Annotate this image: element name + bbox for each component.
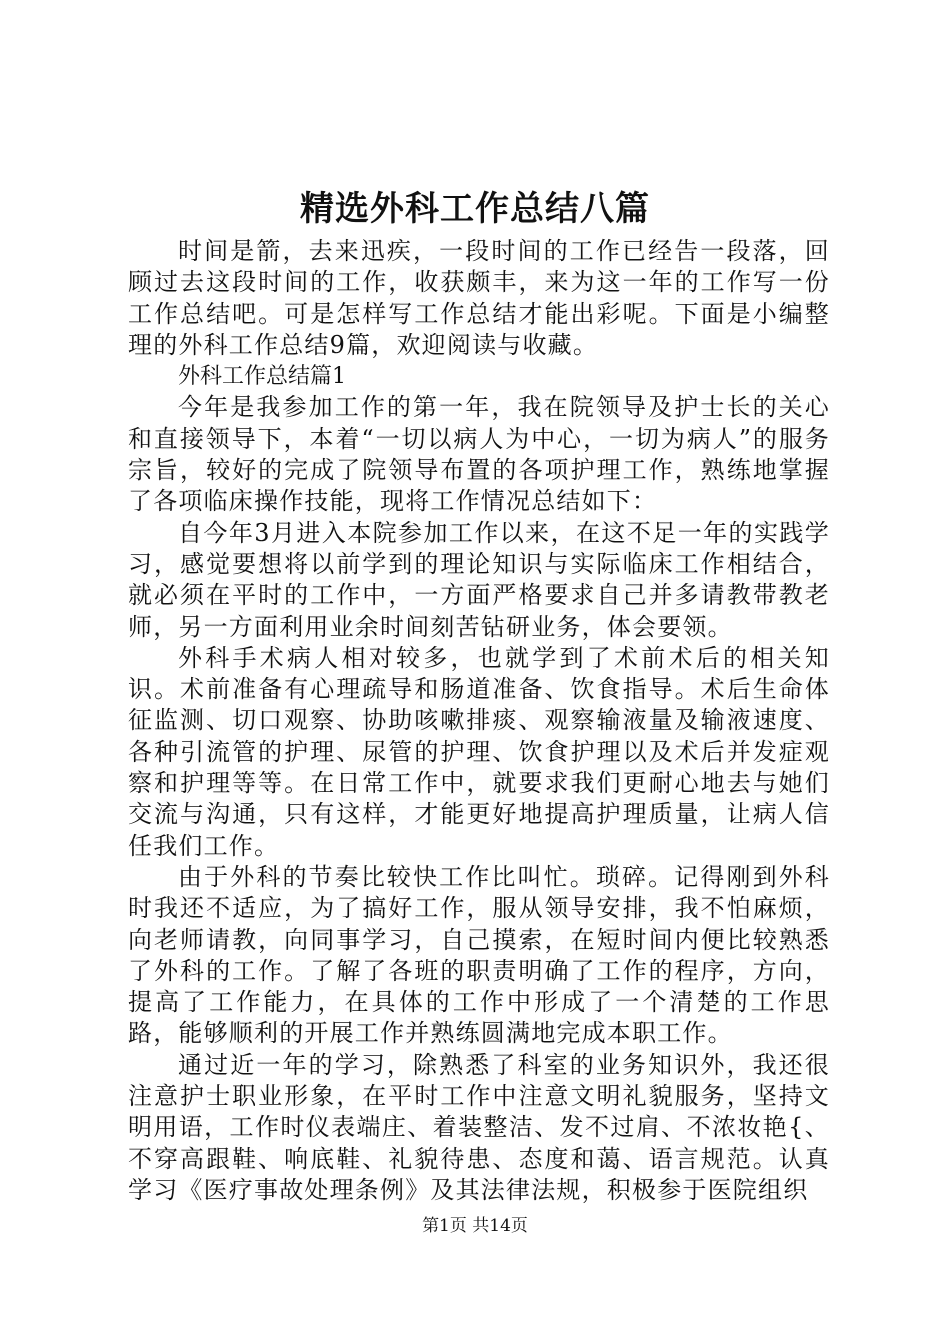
body-paragraph-5: 通过近一年的学习，除熟悉了科室的业务知识外，我还很注意护士职业形象，在平时工作中注意文明礼貌服务，坚持文明用语，工作时仪表端庄、着装整洁、发不过肩、不浓妆艳{、不穿高跟鞋、响底鞋、礼貌待患、态度和蔼、语言规范。认真学习《医疗事故处理条例》及其法律法规，积极参于医院组织 bbox=[128, 1050, 830, 1204]
body-paragraph-3: 外科手术病人相对较多，也就学到了术前术后的相关知识。术前准备有心理疏导和肠道准备、饮食指导。术后生命体征监测、切口观察、协助咳嗽排痰、观察输液量及输液速度、各种引流管的护理、尿管的护理、饮食护理以及术后并发症观察和护理等等。在日常工作中，就要求我们更耐心地去与她们交流与沟通，只有这样，才能更好地提高护理质量，让病人信任我们工作。 bbox=[128, 643, 830, 860]
intro-paragraph: 时间是箭，去来迅疾，一段时间的工作已经告一段落，回顾过去这段时间的工作，收获颇丰，来为这一年的工作写一份工作总结吧。可是怎样写工作总结才能出彩呢。下面是小编整理的外科工作总结9篇，欢迎阅读与收藏。 bbox=[128, 237, 830, 359]
document-title: 精选外科工作总结八篇 bbox=[300, 189, 650, 229]
body-paragraph-2: 自今年3月进入本院参加工作以来，在这不足一年的实践学习，感觉要想将以前学到的理论知识与实际临床工作相结合，就必须在平时的工作中，一方面严格要求自己并多请教带教老师，另一方面利用业余时间刻苦钻研业务，体会要领。 bbox=[128, 518, 830, 641]
document-body bbox=[128, 236, 830, 1206]
section-heading: 外科工作总结篇1 bbox=[178, 364, 346, 390]
body-paragraph-1: 今年是我参加工作的第一年，我在院领导及护士长的关心和直接领导下，本着“一切以病人为中心，一切为病人”的服务宗旨，较好的完成了院领导布置的各项护理工作，熟练地掌握了各项临床操作技能，现将工作情况总结如下： bbox=[128, 393, 830, 516]
page-footer: 第1页 共14页 bbox=[422, 1216, 528, 1236]
body-paragraph-4: 由于外科的节奏比较快工作比叫忙。琐碎。记得刚到外科时我还不适应，为了搞好工作，服从领导安排，我不怕麻烦，向老师请教，向同事学习，自己摸索，在短时间内便比较熟悉了外科的工作。了解了各班的职责明确了工作的程序，方向，提高了工作能力，在具体的工作中形成了一个清楚的工作思路，能够顺利的开展工作并熟练圆满地完成本职工作。 bbox=[128, 862, 830, 1048]
